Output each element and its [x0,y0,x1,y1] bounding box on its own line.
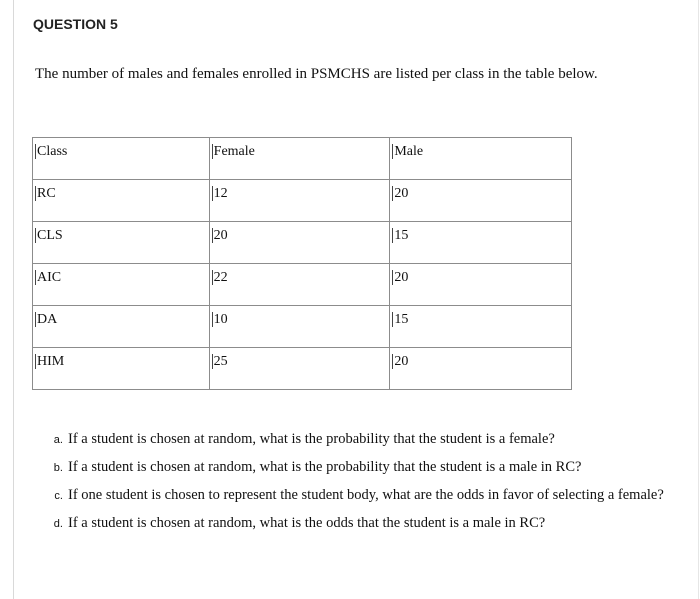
header-male: Male [390,138,572,180]
table-cell: 20 [390,264,572,306]
subquestion-list [30,430,700,542]
table-cell: 22 [209,264,390,306]
table-row [33,222,572,264]
enrollment-table [32,137,572,390]
table-cell: 20 [390,180,572,222]
table-row [33,180,572,222]
table-cell: AIC [33,264,210,306]
table-row [33,264,572,306]
table-cell: 20 [390,348,572,390]
subquestion-d: d. If a student is chosen at random, what is the odds that the student is a male in RC? [66,514,700,532]
table-cell: RC [33,180,210,222]
table-cell: 20 [209,222,390,264]
table-cell: 10 [209,306,390,348]
header-female: Female [209,138,390,180]
table-cell: 25 [209,348,390,390]
table-cell: CLS [33,222,210,264]
table-header-row [33,138,572,180]
table-row [33,306,572,348]
subquestion-a: a. If a student is chosen at random, what is the probability that the student is a female? [66,430,700,448]
table-cell: HIM [33,348,210,390]
question-intro: The number of males and females enrolled in PSMCHS are listed per class in the table below. [35,66,598,82]
table-cell: 15 [390,222,572,264]
question-title: QUESTION 5 [33,16,118,32]
subquestion-c: c. If one student is chosen to represent the student body, what are the odds in favor of selecting a female? [66,486,700,504]
table-cell: DA [33,306,210,348]
table-cell: 15 [390,306,572,348]
header-class: Class [33,138,210,180]
table-cell: 12 [209,180,390,222]
table-row [33,348,572,390]
subquestion-b: b. If a student is chosen at random, what is the probability that the student is a male in RC? [66,458,700,476]
